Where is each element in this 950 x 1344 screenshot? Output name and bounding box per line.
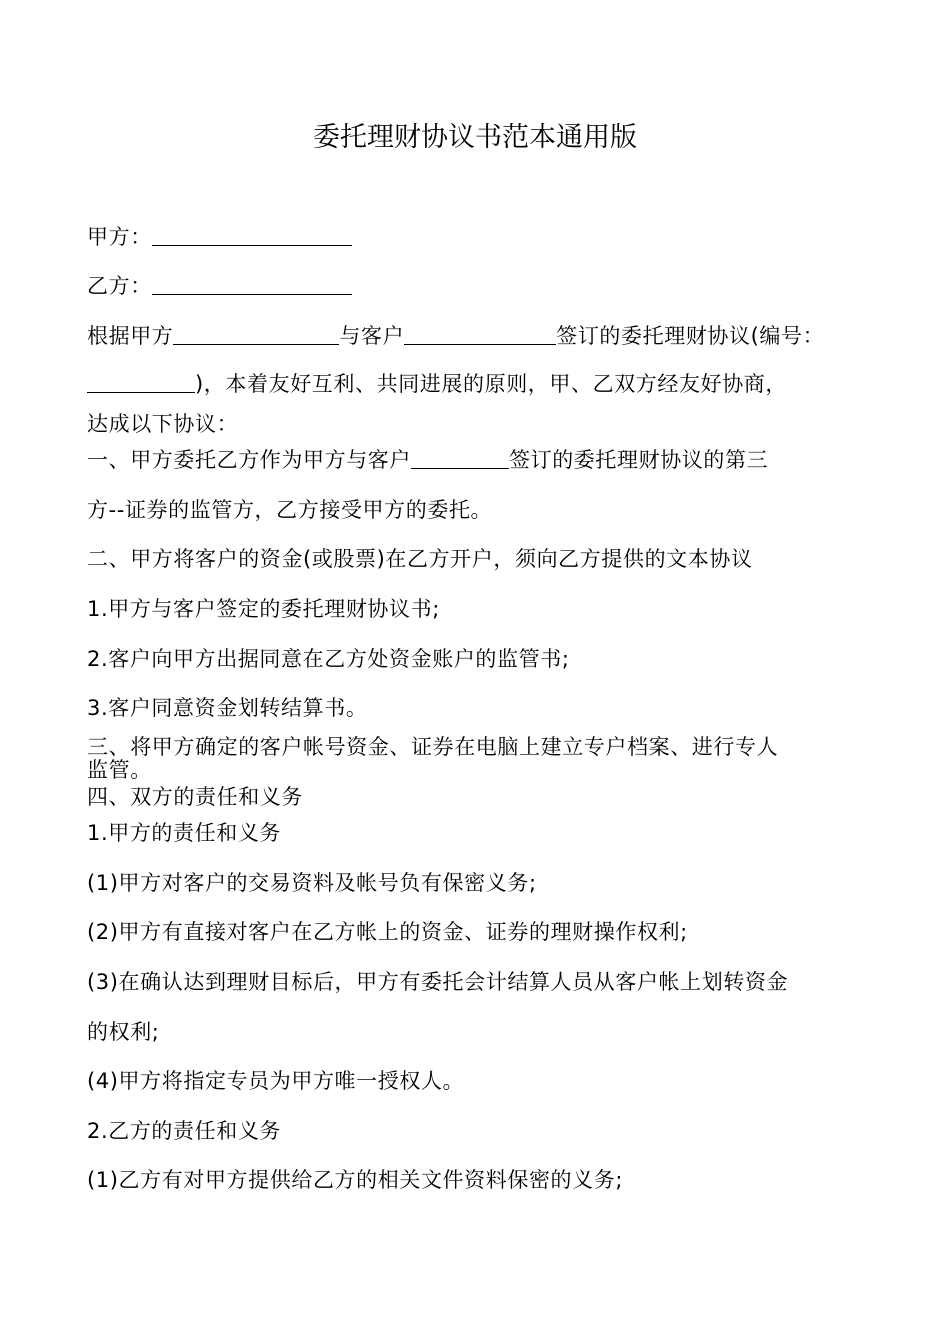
document-title: 委托理财协议书范本通用版 <box>313 122 637 153</box>
party-b-line <box>87 272 352 300</box>
party-a-label: 甲方： <box>87 225 152 249</box>
clause-4-sub-1-item-2: (2)甲方有直接对客户在乙方帐上的资金、证券的理财操作权利; <box>87 920 688 944</box>
clause-3-line-2: 监管。 <box>87 758 152 782</box>
party-b-label: 乙方： <box>87 274 152 298</box>
paragraph-1-line-2 <box>87 370 787 398</box>
clause-1-line-2: 方--证券的监管方，乙方接受甲方的委托。 <box>87 498 493 522</box>
clause-2-item-3: 3.客户同意资金划转结算书。 <box>87 696 368 720</box>
text-segment: 一、甲方委托乙方作为甲方与客户 <box>87 448 411 472</box>
text-segment: 签订的委托理财协议(编号： <box>556 324 825 348</box>
paragraph-1-line-3: 达成以下协议： <box>87 412 239 436</box>
text-segment: 签订的委托理财协议的第三 <box>509 448 769 472</box>
clause-1-line-1 <box>87 446 768 474</box>
clause-4: 四、双方的责任和义务 <box>87 785 303 809</box>
text-segment: 根据甲方 <box>87 324 174 348</box>
clause-4-sub-2: 2.乙方的责任和义务 <box>87 1119 282 1143</box>
clause-2-item-1: 1.甲方与客户签定的委托理财协议书; <box>87 597 440 621</box>
clause-4-sub-1-item-1: (1)甲方对客户的交易资料及帐号负有保密义务; <box>87 871 537 895</box>
paragraph-1-line-1 <box>87 322 824 350</box>
party-a-blank <box>152 223 352 246</box>
party-b-blank <box>152 272 352 295</box>
clause-2: 二、甲方将客户的资金(或股票)在乙方开户，须向乙方提供的文本协议 <box>87 547 753 571</box>
clause-4-sub-1-item-4: (4)甲方将指定专员为甲方唯一授权人。 <box>87 1069 465 1093</box>
party-a-name-blank <box>173 322 339 345</box>
clause-4-sub-1: 1.甲方的责任和义务 <box>87 821 282 845</box>
text-segment: 与客户 <box>339 324 405 348</box>
clause-2-item-2: 2.客户向甲方出据同意在乙方处资金账户的监管书; <box>87 647 570 671</box>
party-a-line <box>87 223 352 251</box>
client-name-blank <box>404 322 556 345</box>
text-segment: )，本着友好互利、共同进展的原则，甲、乙双方经友好协商， <box>195 372 787 396</box>
clause-4-sub-1-item-3-line-2: 的权利; <box>87 1020 160 1044</box>
clause-4-sub-1-item-3-line-1: (3)在确认达到理财目标后，甲方有委托会计结算人员从客户帐上划转资金 <box>87 970 789 994</box>
agreement-number-blank <box>87 370 195 393</box>
client-blank <box>411 446 509 469</box>
clause-3-line-1: 三、将甲方确定的客户帐号资金、证券在电脑上建立专户档案、进行专人 <box>87 735 779 759</box>
clause-4-sub-2-item-1: (1)乙方有对甲方提供给乙方的相关文件资料保密的义务; <box>87 1168 624 1192</box>
